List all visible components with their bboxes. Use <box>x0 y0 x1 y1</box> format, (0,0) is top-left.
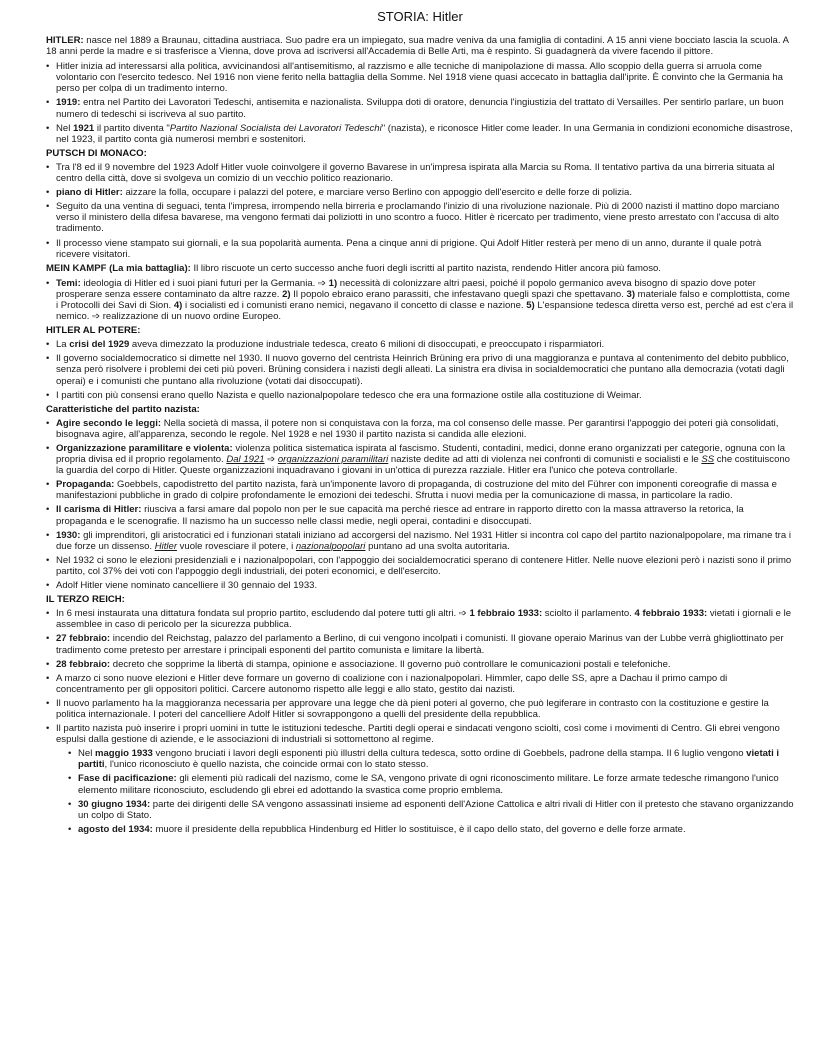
list-item: • 1919: entra nel Partito dei Lavoratori Tedeschi, antisemita e nazionalista. Sviluppa doti di oratore, denuncia l'ingiustizia del trattato di Versailles. Per sentirlo parlare, un buon numero di tedeschi si iscriveva al suo partito. <box>46 97 794 119</box>
list-item: • 30 giugno 1934: parte dei dirigenti delle SA vengono assassinati insieme ad esponenti dell'Azione Cattolica e altri rivali di Hitler con il pretesto che stavano organizzando un colpo di Stato. <box>68 799 794 821</box>
list-item: • Nel 1921 il partito diventa "Partito Nazional Socialista dei Lavoratori Tedeschi" (nazista), e riconosce Hitler come leader. In una Germania in condizioni economiche disastrose, nel 1923, il partito conta già numerosi membri e sostenitori. <box>46 123 794 145</box>
list-item: • Adolf Hitler viene nominato cancelliere il 30 gennaio del 1933. <box>46 580 794 591</box>
list-item: • agosto del 1934: muore il presidente della repubblica Hindenburg ed Hitler lo sostituisce, è il capo dello stato, del governo e delle forze armate. <box>68 824 794 835</box>
list-item: • Nel maggio 1933 vengono bruciati i lavori degli esponenti più illustri della cultura tedesca, sotto ordine di Goebbels, padrone della stampa. Il 6 luglio vengono vietati i partiti, l'unico riconosciuto è quello nazista, che coincide ormai con lo stato stesso. <box>68 748 794 770</box>
list-item: • piano di Hitler: aizzare la folla, occupare i palazzi del potere, e marciare verso Berlino con appoggio dell'esercito e delle forze di polizia. <box>46 187 794 198</box>
list-item: • In 6 mesi instaurata una dittatura fondata sul proprio partito, escludendo dal potere tutti gli altri. ➩ 1 febbraio 1933: sciolto il parlamento. 4 febbraio 1933: vietati i giornali e le assemblee in caso di pericolo per la sicurezza pubblica. <box>46 608 794 630</box>
caratteristiche-list <box>46 418 794 591</box>
mein-kampf-paragraph: MEIN KAMPF (La mia battaglia): Il libro riscuote un certo successo anche fuori degli iscritti al partito nazista, rendendo Hitler ancora più famoso. <box>46 262 661 274</box>
list-item: • Il nuovo parlamento ha la maggioranza necessaria per approvare una legge che dà pieni poteri al governo, che può legiferare in contrasto con la costituzione e gestire la politica internazionale. I poteri del cancelliere Adolf Hitler si sovrappongono a quelli del presidente della repubblica. <box>46 698 794 720</box>
potere-list <box>46 339 794 400</box>
list-item: • Seguito da una ventina di seguaci, tenta l'impresa, irrompendo nella birreria e proclamando l'inizio di una rivoluzione nazionale. Più di 2000 nazisti il mattino dopo marciano verso il ministero della difesa bavarese, ma vengono fermati dai poliziotti in uno scontro a fuoco. Hitler è ricercato per tradimento, viene presto arrestato con l'accusa di alto tradimento. <box>46 201 794 234</box>
list-item: • Organizzazione paramilitare e violenta: violenza politica sistematica ispirata al fascismo. Studenti, contadini, medici, donne erano organizzati per categorie, ognuna con la propria divisa ed il proprio regolamento. Dal 1921 ➩ organizzazioni paramilitari naziste dedite ad atti di violenza nei confronti di comunisti e socialisti e le SS che costituiscono la guardia del corpo di Hitler. Queste organizzazioni inquadravano i giovani in un'ottica di purezza razziale. Hitler era l'unico che poteva controllarle. <box>46 443 794 476</box>
caratteristiche-heading: Caratteristiche del partito nazista: <box>46 403 200 415</box>
list-item: • La crisi del 1929 aveva dimezzato la produzione industriale tedesca, creato 6 milioni di disoccupati, e preoccupato i risparmiatori. <box>46 339 794 350</box>
list-item: • Hitler inizia ad interessarsi alla politica, avvicinandosi all'antisemitismo, al razzismo e alle tecniche di manipolazione di massa. Allo scoppio della guerra si arruola come volontario con l'esercito tedesco. Nel 1916 non viene ferito nella battaglia della Somme. Nel 1918 viene quasi accecato in battaglia dall'iprite. È convinto che la Germania ha perso per colpa di un tradimento interno. <box>46 61 794 94</box>
list-item: • Il carisma di Hitler: riusciva a farsi amare dal popolo non per le sue capacità ma perché riesce ad entrare in rapporto diretto con la massa attraverso la retorica, la propaganda e le scenografie. Il nazismo ha un successo nelle classi medie, negli operai, contadini e disoccupati. <box>46 504 794 526</box>
potere-heading: HITLER AL POTERE: <box>46 325 141 337</box>
list-item: • Il governo socialdemocratico si dimette nel 1930. Il nuovo governo del centrista Heinrich Brüning era privo di una maggioranza e puntava al contenimento del debito pubblico, senza però risolvere i problemi dei ceti più poveri. Brüning considera i nazisti degli alleati. La sinistra era divisa in socialdemocratici che puntano alla democrazia (votati dagli operai) e i comunisti che puntano alla rivoluzione (votati dai disoccupati). <box>46 353 794 386</box>
list-item: • I partiti con più consensi erano quello Nazista e quello nazionalpopolare tedesco che era una formazione ostile alla costituzione di Weimar. <box>46 390 794 401</box>
list-item: • Fase di pacificazione: gli elementi più radicali del nazismo, come le SA, vengono private di ogni riconoscimento militare. Le forze armate tedesche rimangono l'unico elemento militare riconosciuto, escludendo gli ebrei ed adottando la svastica come proprio emblema. <box>68 773 794 795</box>
mein-kampf-list <box>46 278 794 322</box>
list-item: • 1930: gli imprenditori, gli aristocratici ed i funzionari statali iniziano ad accorgersi del nazismo. Nel 1931 Hitler si incontra col capo del partito nazionalpopolare, ma rimane tra i due forze un dissenso. Hitler vuole rovesciare il potere, i nazionalpopolari puntano ad una svolta autoritaria. <box>46 530 794 552</box>
list-item: • Nel 1932 ci sono le elezioni presidenziali e i nazionalpopolari, con l'appoggio dei socialdemocratici sperano di contenere Hitler. Nelle nuove elezioni però i nazisti sono il primo partito, col 37% dei voti con l'appoggio degli industriali, dei poteri economici, e dell'esercito. <box>46 555 794 577</box>
list-item: • Propaganda: Goebbels, capodistretto del partito nazista, farà un'imponente lavoro di propaganda, di costruzione del mito del Führer con imponenti coreografie di massa e manifestazioni pubbliche in grado di colpire profondamente le emozioni dei tedeschi. Sfrutta i nuovi media per la comunicazione di massa, in particolare la radio. <box>46 479 794 501</box>
list-item: • Temi: ideologia di Hitler ed i suoi piani futuri per la Germania. ➩ 1) necessità di colonizzare altri paesi, poiché il popolo germanico aveva bisogno di spazio dove poter prosperare senza essere contaminato da altre razze. 2) Il popolo ebraico erano parassiti, che infestavano quegli spazi che spettavano. 3) materiale falso e complottista, come i Protocolli dei Savi di Sion. 4) i socialisti ed i comunisti erano nemici, negavano il concetto di classe e nazione. 5) L'espansione tedesca diretta verso est, perché ad est c'era il nemico. ➩ realizzazione di un nuovo ordine Europeo. <box>46 278 794 322</box>
page-title: STORIA: Hitler <box>377 9 463 24</box>
list-item: • Il partito nazista può inserire i propri uomini in tutte le istituzioni tedesche. Partiti degli operai e sindacati vengono sciolti, così come i movimenti di Centro. Gli ebrei vengono espulsi dalla gestione di aziende, e le associazioni di industriali si sottomettono al regime. <box>46 723 794 745</box>
putsch-list <box>46 162 794 260</box>
list-item: • Agire secondo le leggi: Nella società di massa, il potere non si conquistava con la forza, ma col consenso delle masse. Per garantirsi l'appoggio dei poteri già consolidati, bisognava agire, all'apparenza, secondo le regole. Nel 1928 e nel 1930 il partito nazista si candida alle elezioni. <box>46 418 794 440</box>
putsch-heading: PUTSCH DI MONACO: <box>46 147 147 159</box>
list-item: • 27 febbraio: incendio del Reichstag, palazzo del parlamento a Berlino, di cui vengono incolpati i comunisti. Il giovane operaio Marinus van der Lubbe verrà ghigliottinato per tradimento come pretesto per arrestare i principali esponenti del partito comunista e limitare la libertà. <box>46 633 794 655</box>
reich-heading: IL TERZO REICH: <box>46 594 125 606</box>
intro-list <box>46 61 794 145</box>
list-item: • 28 febbraio: decreto che sopprime la libertà di stampa, opinione e associazione. Il governo può controllare le comunicazioni postali e telefoniche. <box>46 659 794 670</box>
reich-sub-list <box>68 748 794 835</box>
intro-paragraph: HITLER: nasce nel 1889 a Braunau, cittadina austriaca. Suo padre era un impiegato, sua madre veniva da una famiglia di contadini. A 15 anni viene bocciato lascia la scuola. A 18 anni perde la madre e si trasferisce a Vienna, dove prova ad iscriversi all'Accademia di Belle Arti, ma è respinto. Si guadagnerà da vivere facendo il pittore. <box>46 35 789 58</box>
list-item: • Il processo viene stampato sui giornali, e la sua popolarità aumenta. Pena a cinque anni di prigione. Qui Adolf Hitler resterà per meno di un anno, durante il quale potrà ricevere visitatori. <box>46 238 794 260</box>
list-item: • A marzo ci sono nuove elezioni e Hitler deve formare un governo di coalizione con i nazionalpopolari. Himmler, capo delle SS, apre a Dachau il primo campo di concentramento per gli oppositori politici. Carcere autonomo rispetto alle leggi e allo stato, gestito dai nazisti. <box>46 673 794 695</box>
reich-list <box>46 608 794 745</box>
list-item: • Tra l'8 ed il 9 novembre del 1923 Adolf Hitler vuole coinvolgere il governo Bavarese in un'impresa ispirata alla Marcia su Roma. Il tentativo partiva da una birreria situata al centro della città, dove si svolgeva un comizio di un vecchio politico reazionario. <box>46 162 794 184</box>
